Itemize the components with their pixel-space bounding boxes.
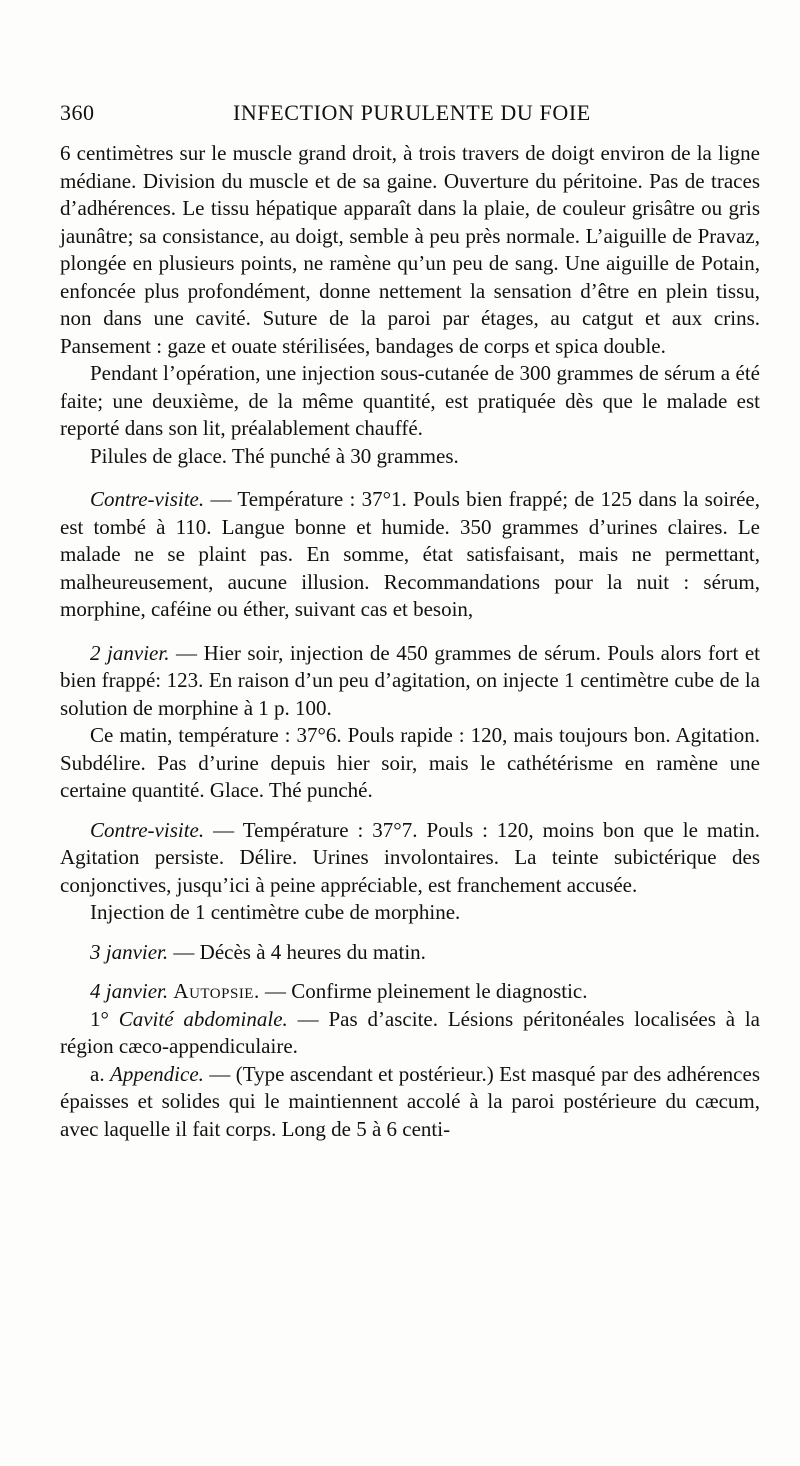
paragraph-operation (60, 140, 760, 360)
paragraph-label: Contre-visite. (90, 487, 205, 511)
paragraph-text: Injection de 1 centimètre cube de morphine. (90, 900, 461, 924)
paragraph-serum-injection (60, 360, 760, 443)
paragraph-text: — Décès à 4 heures du matin. (168, 939, 426, 964)
paragraph-label: 2 janvier. (90, 640, 170, 665)
paragraph-morphine-injection (60, 899, 760, 927)
paragraph-appendice (60, 1061, 760, 1144)
paragraph-2-janvier (60, 640, 760, 723)
paragraph-label: 3 janvier. (90, 939, 169, 964)
paragraph-text: — Pas d’ascite. Lésions péritonéales localisées à la région cæco-appendiculaire. (60, 1006, 761, 1058)
paragraph-text: Pilules de glace. Thé punché à 30 grammes. (90, 443, 459, 468)
running-title: INFECTION PURULENTE DU FOIE (233, 100, 591, 125)
paragraph-text: — (Type ascendant et postérieur.) Est masqué par des adhérences épaisses et solides qui le maintiennent accolé à la paroi postérieure du cæcum, avec laquelle il fait corps. Long de 5 à 6 centi- (60, 1061, 760, 1141)
paragraph-prefix: a. (90, 1061, 111, 1086)
body-text (60, 140, 760, 1143)
paragraph-text: — Température : 37°1. Pouls bien frappé; de 125 dans la soirée, est tombé à 110. Langue bonne et humide. 350 grammes d’urines claires. Le malade ne se plaint pas. En somme, état satisfaisant, mais ne permettant, malheureusement, aucune illusion. Recommandations pour la nuit : sérum, morphine, caféine ou éther, suivant cas et besoin, (60, 487, 760, 621)
paragraph-text: 6 centimètres sur le muscle grand droit, à trois travers de doigt environ de la ligne médiane. Division du muscle et de sa gaine. Ouverture du péritoine. Pas de traces d’adhérences. Le tissu hépatique apparaît dans la plaie, de couleur grisâtre ou gris jaunâtre; sa consistance, au doigt, semble à peu près normale. L’aiguille de Pravaz, plongée en plusieurs points, ne ramène qu’un peu de sang. Une aiguille de Potain, enfoncée plus profondément, donne nettement la sensation d’être en plein tissu, non dans une cavité. Suture de la paroi par étages, au catgut et aux crins. Pansement : gaze et ouate stérilisées, bandages de corps et spica double. (60, 141, 760, 358)
paragraph-text: — Confirme pleinement le diagnostic. (259, 979, 588, 1003)
paragraph-4-janvier (60, 978, 760, 1006)
paragraph-label: Appendice. (110, 1061, 204, 1086)
paragraph-prefix: 1° (90, 1006, 119, 1031)
page-number: 360 (60, 100, 95, 125)
paragraph-cavite-abdominale (60, 1006, 760, 1061)
autopsy-heading: Autopsie. (173, 979, 260, 1003)
paragraph-text: — Hier soir, injection de 450 grammes de sérum. Pouls alors fort et bien frappé: 123. En raison d’un peu d’agitation, on injecte 1 centimètre cube de la solution de morphine à 1 p. 100. (60, 640, 761, 720)
page-header (60, 100, 760, 130)
paragraph-ice-pills (60, 443, 760, 471)
paragraph-label: 4 janvier. (90, 979, 169, 1003)
paragraph-label: Cavité abdominale. (118, 1006, 288, 1031)
paragraph-text: — Température : 37°7. Pouls : 120, moins bon que le matin. Agitation persiste. Délire. Urines involontaires. La teinte subictérique des conjonctives, jusqu’ici à peine appréciable, est franchement accusée. (60, 817, 760, 897)
paragraph-text: Pendant l’opération, une injection sous-cutanée de 300 grammes de sérum a été faite; une deuxième, de la même quantité, est pratiquée dès que le malade est reporté dans son lit, préalablement chauffé. (60, 361, 760, 440)
paragraph-contre-visite-1 (60, 486, 760, 624)
paragraph-text: Ce matin, température : 37°6. Pouls rapide : 120, mais toujours bon. Agitation. Subdélire. Pas d’urine depuis hier soir, mais le cathétérisme en ramène une certaine quantité. Glace. Thé punché. (60, 723, 760, 802)
paragraph-3-janvier (60, 939, 760, 967)
paragraph-label: Contre-visite. (90, 817, 205, 842)
paragraph-morning (60, 722, 760, 805)
paragraph-contre-visite-2 (60, 817, 760, 900)
